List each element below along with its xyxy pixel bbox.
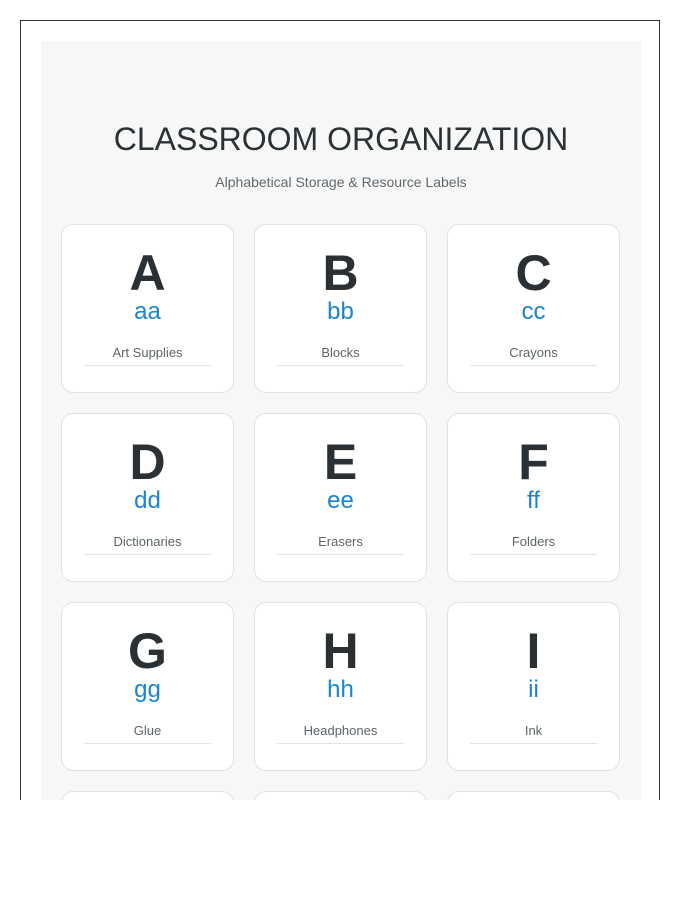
lowercase-letters: dd — [134, 487, 161, 514]
uppercase-letter: H — [322, 623, 359, 679]
lowercase-letters: cc — [521, 298, 546, 325]
resource-label: Erasers — [277, 534, 404, 555]
lowercase-letters: hh — [327, 676, 354, 703]
document-frame — [20, 20, 660, 800]
resource-label: Folders — [470, 534, 597, 555]
lowercase-letters: ii — [528, 676, 539, 703]
resource-label: Blocks — [277, 345, 404, 366]
resource-label: Crayons — [470, 345, 597, 366]
resource-label: Ink — [470, 723, 597, 744]
lowercase-letters: bb — [327, 298, 354, 325]
uppercase-letter: F — [518, 434, 549, 490]
label-card-h — [254, 602, 427, 771]
uppercase-letter: G — [128, 623, 167, 679]
uppercase-letter: B — [322, 245, 359, 301]
label-card-g — [61, 602, 234, 771]
uppercase-letter: E — [323, 434, 358, 490]
label-grid — [61, 224, 621, 800]
resource-label: Art Supplies — [84, 345, 211, 366]
uppercase-letter: C — [515, 245, 552, 301]
label-card-partial — [447, 791, 620, 800]
label-card-partial — [254, 791, 427, 800]
page-subtitle: Alphabetical Storage & Resource Labels — [215, 174, 467, 190]
lowercase-letters: aa — [134, 298, 161, 325]
label-card-i — [447, 602, 620, 771]
lowercase-letters: ee — [327, 487, 354, 514]
label-card-d — [61, 413, 234, 582]
label-card-b — [254, 224, 427, 393]
label-card-a — [61, 224, 234, 393]
lowercase-letters: ff — [527, 487, 540, 514]
label-card-f — [447, 413, 620, 582]
uppercase-letter: D — [129, 434, 166, 490]
uppercase-letter: I — [526, 623, 541, 679]
lowercase-letters: gg — [134, 676, 161, 703]
uppercase-letter: A — [129, 245, 166, 301]
label-card-partial — [61, 791, 234, 800]
label-card-c — [447, 224, 620, 393]
label-sheet — [41, 41, 641, 800]
resource-label: Headphones — [277, 723, 404, 744]
page-title: CLASSROOM ORGANIZATION — [113, 121, 569, 157]
resource-label: Dictionaries — [84, 534, 211, 555]
label-card-e — [254, 413, 427, 582]
resource-label: Glue — [84, 723, 211, 744]
